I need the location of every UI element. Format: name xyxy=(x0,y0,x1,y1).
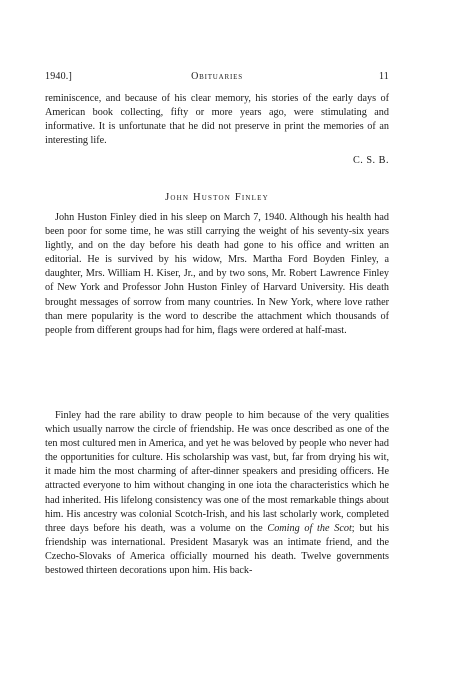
obituary-heading: John Huston Finley xyxy=(165,192,269,203)
book-title: Coming of the Scot xyxy=(267,522,352,534)
running-head xyxy=(45,71,389,85)
paragraph: reminiscence, and because of his clear memory, his stories of the early days of American book collecting, fifty or more years ago, were stimulating and informative. It is unfortunate that he did not preserve in print the memories of an interesting life. xyxy=(45,93,389,147)
obituary-paragraph-1 xyxy=(45,211,389,338)
author-initials: C. S. B. xyxy=(353,155,389,166)
paragraph: Finley had the rare ability to draw people to him because of the very qualities which usually narrow the circle of friendship. He was once described as one of the ten most cultured men in America, and yet he was beloved by people who never had the opportunities for culture. His scholarship was vast, but, far from drying his wit, it made him the most charming of after-dinner speakers and presiding officers. He attracted everyone to him without changing in one iota the characteristics which he had inherited. His lifelong consistency was one of the most remarkable things about him. His ancestry was colonial Scotch-Irish, and his last scholarly work, completed three days before his death, was a volume on the Coming of the Scot; but his friendship was international. President Masaryk was an intimate friend, and the Czecho-Slovaks of America officially mourned his death. Twelve governments bestowed thirteen decorations upon him. His back- xyxy=(45,410,389,577)
obituary-paragraph-2 xyxy=(45,409,389,578)
header-year: 1940.] xyxy=(45,71,73,82)
previous-obituary-paragraph xyxy=(45,92,389,148)
paragraph: John Huston Finley died in his sleep on March 7, 1940. Although his health had been poor for some time, he was still carrying the weight of his seventy-six years lightly, and on the day before his death had gone to his office and written an editorial. He is survived by his widow, Mrs. Martha Ford Boyden Finley, a daughter, Mrs. William H. Kiser, Jr., and by two sons, Mr. Robert Lawrence Finley of New York and Professor John Huston Finley of Harvard University. His death brought messages of sorrow from many countries. In New York, where love rather than mere popularity is the word to describe the attachment which thousands of people from different groups had for him, flags were ordered at half-mast. xyxy=(45,212,389,336)
header-title: Obituaries xyxy=(191,71,243,82)
page-number: 11 xyxy=(378,71,389,82)
